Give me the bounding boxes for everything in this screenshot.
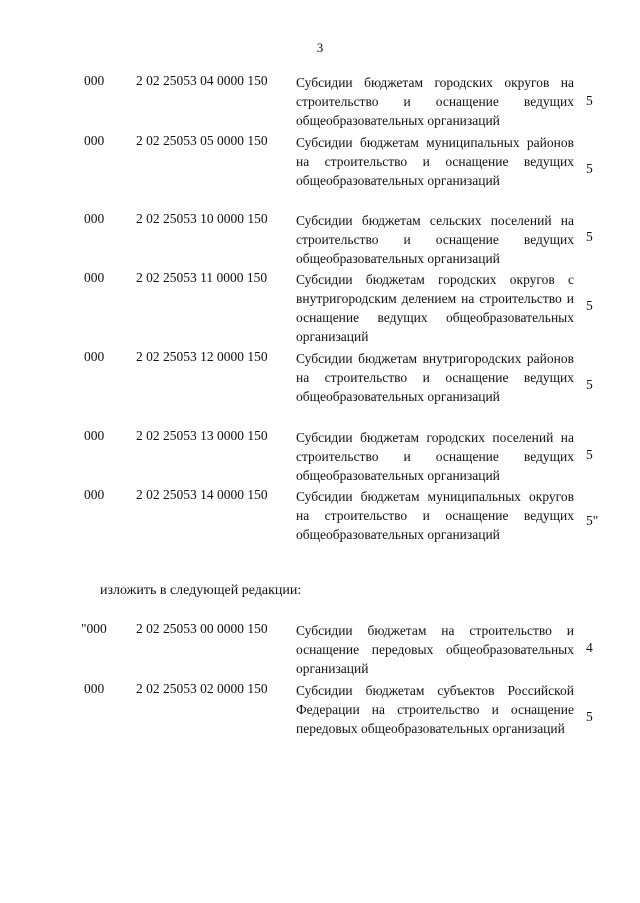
level-value: 5: [586, 447, 593, 462]
table-row: [0, 349, 640, 425]
kbk-code: 2 02 25053 04 0000 150: [136, 73, 268, 88]
kbk-code: 2 02 25053 14 0000 150: [136, 487, 268, 502]
kbk-code: 2 02 25053 05 0000 150: [136, 133, 268, 148]
admin-code: "000: [81, 621, 107, 636]
kbk-code: 2 02 25053 02 0000 150: [136, 681, 268, 696]
admin-code: 000: [84, 487, 105, 502]
table-row: [0, 270, 640, 346]
kbk-code: 2 02 25053 12 0000 150: [136, 349, 268, 364]
kbk-code: 2 02 25053 00 0000 150: [136, 621, 268, 636]
income-name: Субсидии бюджетам городских округов с внутригородским делением на строительство и оснащение ведущих общеобразовательных организаций: [296, 272, 574, 344]
table-row: [0, 73, 640, 130]
table-row: [0, 487, 640, 563]
admin-code: 000: [84, 428, 105, 443]
level-value: 5: [586, 709, 593, 724]
level-value: 5": [586, 513, 599, 528]
table-row: [0, 133, 640, 209]
level-value: 5: [586, 161, 593, 176]
table-row: [0, 681, 640, 757]
admin-code: 000: [84, 270, 105, 285]
income-name: Субсидии бюджетам муниципальных округов на строительство и оснащение ведущих общеобразовательных организаций: [296, 489, 574, 542]
table-row: [0, 211, 640, 268]
level-value: 5: [586, 93, 593, 108]
admin-code: 000: [84, 349, 105, 364]
income-name: Субсидии бюджетам муниципальных районов на строительство и оснащение ведущих общеобразовательных организаций: [296, 135, 574, 188]
income-name: Субсидии бюджетам городских округов на строительство и оснащение ведущих общеобразовательных организаций: [296, 75, 574, 128]
table-row: [0, 428, 640, 485]
level-value: 5: [586, 298, 593, 313]
page-number: 3: [316, 40, 324, 55]
kbk-code: 2 02 25053 10 0000 150: [136, 211, 268, 226]
level-value: 5: [586, 377, 593, 392]
income-name: Субсидии бюджетам на строительство и оснащение передовых общеобразовательных организаций: [296, 623, 574, 676]
income-name: Субсидии бюджетам сельских поселений на строительство и оснащение ведущих общеобразовательных организаций: [296, 213, 574, 266]
kbk-code: 2 02 25053 11 0000 150: [136, 270, 268, 285]
level-value: 4: [586, 640, 593, 655]
admin-code: 000: [84, 211, 105, 226]
admin-code: 000: [84, 133, 105, 148]
table-row: [0, 621, 640, 678]
amendment-phrase: изложить в следующей редакции:: [100, 583, 302, 598]
admin-code: 000: [84, 73, 105, 88]
income-name: Субсидии бюджетам внутригородских районов на строительство и оснащение ведущих общеобразовательных организаций: [296, 351, 574, 404]
income-name: Субсидии бюджетам субъектов Российской Федерации на строительство и оснащение передовых общеобразовательных организаций: [296, 683, 574, 736]
level-value: 5: [586, 229, 593, 244]
income-name: Субсидии бюджетам городских поселений на строительство и оснащение ведущих общеобразовательных организаций: [296, 430, 574, 483]
kbk-code: 2 02 25053 13 0000 150: [136, 428, 268, 443]
admin-code: 000: [84, 681, 105, 696]
